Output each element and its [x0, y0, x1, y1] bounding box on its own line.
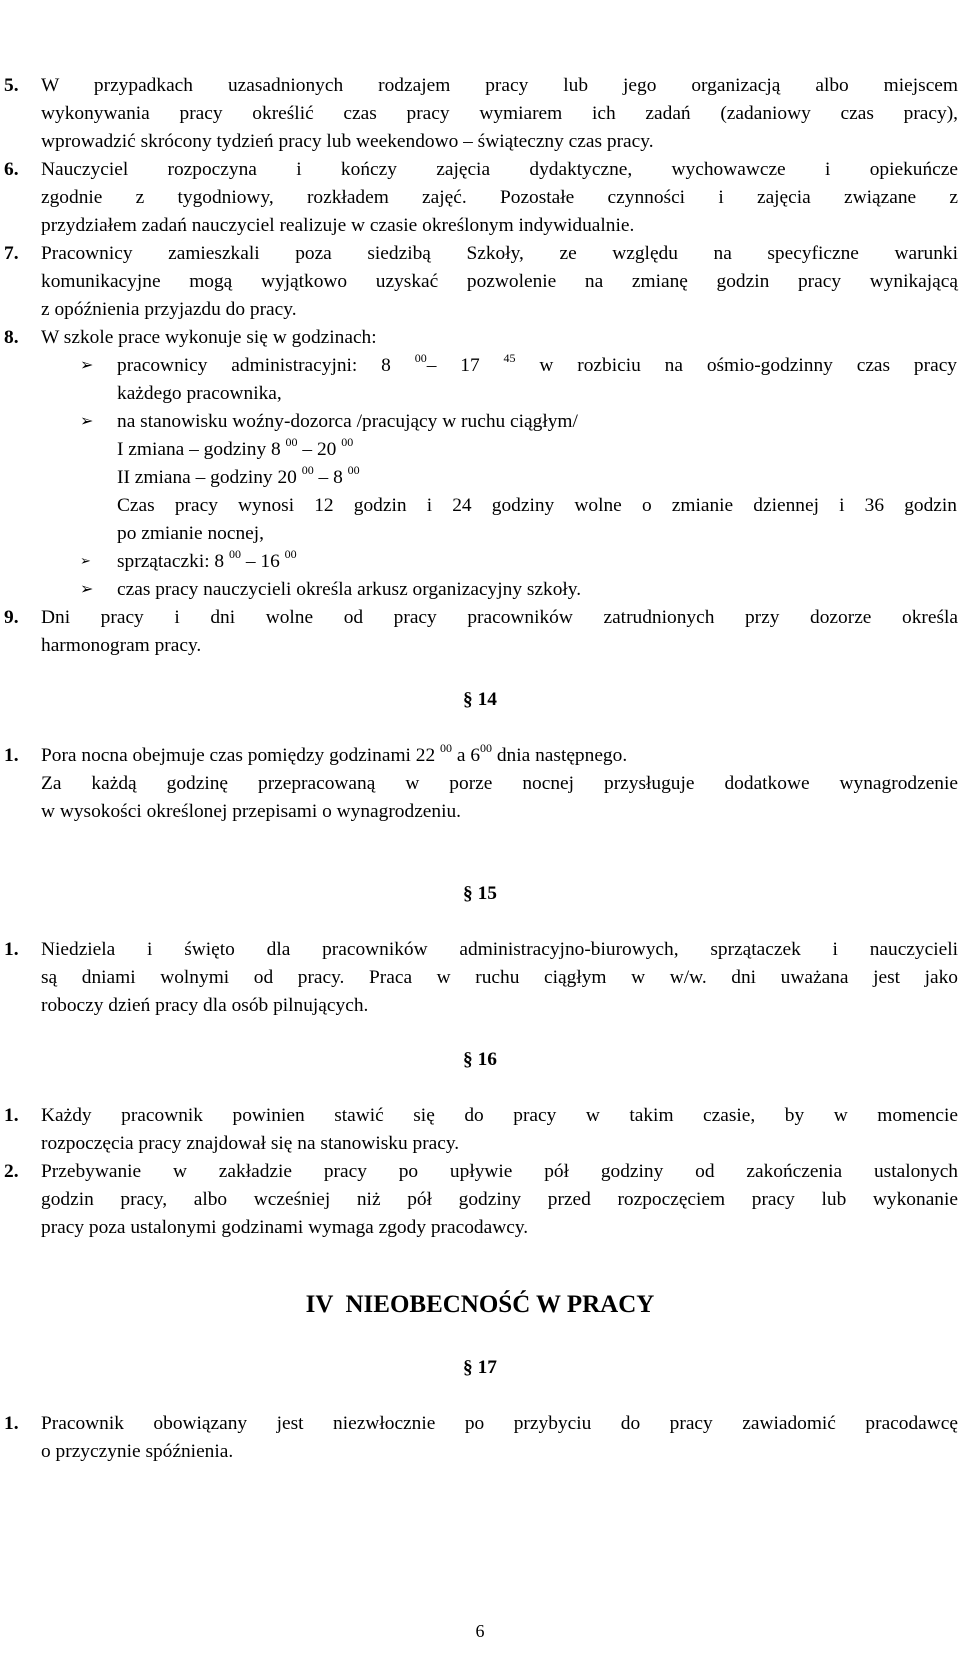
item-number: 1. — [4, 745, 19, 766]
s15-line: roboczy dzień pracy dla osób pilnujących. — [41, 995, 369, 1016]
item-9-line: harmonogram pracy. — [41, 635, 202, 656]
s17-line: o przyczynie spóźnienia. — [41, 1441, 234, 1462]
s16-p1-line: Każdy pracownik powinien stawić się do pracy w takim czasie, by w momencie — [41, 1105, 958, 1126]
arrow-bullet-icon: ➢ — [80, 553, 91, 568]
item-7-line: z opóźnienia przyjazdu do pracy. — [41, 299, 297, 320]
s15-line: Niedziela i święto dla pracowników administracyjno-biurowych, sprzątaczek i nauczycieli — [41, 939, 958, 960]
s16-p2-line: pracy poza ustalonymi godzinami wymaga zgody pracodawcy. — [41, 1217, 529, 1238]
cleaners-hours: sprzątaczki: 8 $^{00}$ – 16 $^{00}$ — [117, 547, 297, 572]
item-7-line: komunikacyjne mogą wyjątkowo uzyskać pozwolenie na zmianę godzin pracy wynikającą — [41, 271, 958, 292]
s16-p2-line: godzin pracy, albo wcześniej niż pół godziny przed rozpoczęciem pracy lub wykonanie — [41, 1189, 958, 1210]
teachers-hours: czas pracy nauczycieli określa arkusz organizacyjny szkoły. — [117, 579, 582, 600]
item-number: 2. — [4, 1161, 19, 1182]
item-number: 7. — [4, 243, 19, 264]
item-6-line: przydziałem zadań nauczyciel realizuje w czasie określonym indywidualnie. — [41, 215, 635, 236]
hours-note-cont: po zmianie nocnej, — [117, 523, 264, 544]
s15-line: są dniami wolnymi od pracy. Praca w ruchu ciągłym w w/w. dni uważana jest jako — [41, 967, 958, 988]
chapter-heading: IV NIEOBECNOŚĆ W PRACY — [305, 1291, 655, 1318]
janitor-hours: na stanowisku woźny-dozorca /pracujący w ruchu ciągłym/ — [117, 411, 578, 432]
night-hours-line: Pora nocna obejmuje czas pomiędzy godzinami 22 $^{00}$ a $6^{00}$ dnia następnego. — [41, 741, 628, 766]
night-pay-line: w wysokości określonej przepisami o wynagrodzeniu. — [41, 801, 462, 822]
item-9-line: Dni pracy i dni wolne od pracy pracowników zatrudnionych przy dozorze określa — [41, 607, 958, 628]
item-number: 1. — [4, 1413, 19, 1434]
shift-2: II zmiana – godziny 20 $^{00}$ – 8 $^{00}$ — [117, 463, 360, 488]
section-heading-17: § 17 — [463, 1357, 497, 1378]
item-number: 6. — [4, 159, 19, 180]
section-heading-14: § 14 — [463, 689, 497, 710]
admin-hours: pracownicy administracyjni: 8 $^{00}$– 17 $^{45}$ w rozbiciu na ośmio-godzinny czas pracy — [117, 351, 957, 376]
arrow-bullet-icon: ➢ — [80, 581, 94, 598]
item-number: 1. — [4, 1105, 19, 1126]
item-5-line: W przypadkach uzasadnionych rodzajem pracy lub jego organizacją albo miejscem — [41, 75, 958, 96]
item-number: 8. — [4, 327, 19, 348]
s16-p2-line: Przebywanie w zakładzie pracy po upływie pół godziny od zakończenia ustalonych — [41, 1161, 958, 1182]
item-6-line: zgodnie z tygodniowy, rozkładem zajęć. Pozostałe czynności i zajęcia związane z — [41, 187, 958, 208]
item-8-line: W szkole prace wykonuje się w godzinach: — [41, 327, 377, 348]
item-6-line: Nauczyciel rozpoczyna i kończy zajęcia dydaktyczne, wychowawcze i opiekuńcze — [41, 159, 958, 180]
s16-p1-line: rozpoczęcia pracy znajdował się na stanowisku pracy. — [41, 1133, 460, 1154]
page-number: 6 — [475, 1621, 485, 1641]
shift-1: I zmiana – godziny 8 $^{00}$ – 20 $^{00}$ — [117, 435, 354, 460]
item-number: 1. — [4, 939, 19, 960]
night-pay-line: Za każdą godzinę przepracowaną w porze nocnej przysługuje dodatkowe wynagrodzenie — [41, 773, 958, 794]
arrow-bullet-icon: ➢ — [80, 413, 94, 430]
item-number: 9. — [4, 607, 19, 628]
s17-line: Pracownik obowiązany jest niezwłocznie po przybyciu do pracy zawiadomić pracodawcę — [41, 1413, 958, 1434]
hours-note: Czas pracy wynosi 12 godzin i 24 godziny wolne o zmianie dziennej i 36 godzin — [117, 495, 957, 516]
arrow-bullet-icon: ➢ — [80, 357, 94, 374]
item-7-line: Pracownicy zamieszkali poza siedzibą Szkoły, ze względu na specyficzne warunki — [41, 243, 958, 264]
section-heading-15: § 15 — [463, 883, 497, 904]
section-heading-16: § 16 — [463, 1049, 497, 1070]
item-5-line: wprowadzić skrócony tydzień pracy lub weekendowo – świąteczny czas pracy. — [41, 131, 654, 152]
admin-hours-cont: każdego pracownika, — [117, 383, 282, 404]
item-number: 5. — [4, 75, 19, 96]
item-5-line: wykonywania pracy określić czas pracy wymiarem ich zadań (zadaniowy czas pracy), — [41, 103, 958, 124]
